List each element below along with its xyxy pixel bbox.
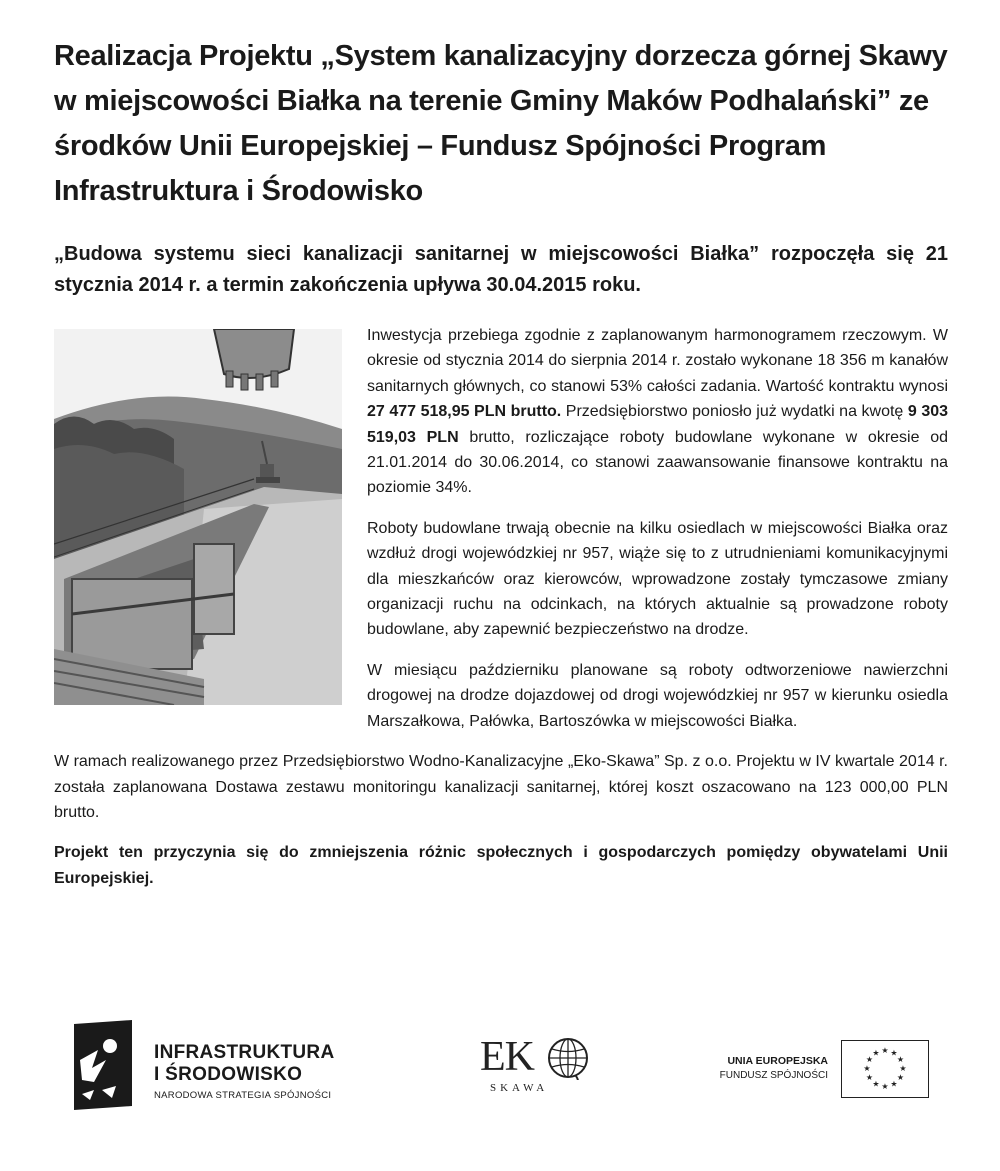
svg-text:★: ★ bbox=[865, 1073, 874, 1082]
infrastruktura-flag-icon bbox=[72, 1020, 134, 1110]
svg-text:★: ★ bbox=[896, 1055, 905, 1064]
expense-value: 9 303 519,03 PLN bbox=[367, 403, 948, 446]
svg-text:★: ★ bbox=[865, 1055, 874, 1064]
eko-sub: SKAWA bbox=[490, 1082, 549, 1094]
eko-skawa-logo bbox=[476, 1030, 601, 1105]
svg-text:★: ★ bbox=[863, 1064, 871, 1073]
svg-text:★: ★ bbox=[890, 1079, 898, 1089]
svg-text:★: ★ bbox=[872, 1048, 880, 1058]
eko-word: EK bbox=[480, 1034, 534, 1080]
svg-text:★: ★ bbox=[896, 1073, 905, 1082]
paragraph-monitoring: W ramach realizowanego przez Przedsiębiorstwo Wodno-Kanalizacyjne „Eko-Skawa” Sp. z o.o. Projektu w IV kwartale 2014 r. została zaplanowana Dostawa zestawu monitoringu kanalizacji sanitarnej, której koszt oszacowano na 123 000,00 PLN brutto. bbox=[54, 753, 948, 821]
eu-line2: FUNDUSZ SPÓJNOŚCI bbox=[719, 1070, 828, 1081]
paragraph-progress-text-1: Inwestycja przebiega zgodnie z zaplanowanym harmonogramem rzeczowym. W okresie od stycznia 2014 do sierpnia 2014 r. zostało wykonane 18 356 m kanałów sanitarnych głównych, co stanowi 53% całości zadania. Wartość kontraktu wynosi bbox=[367, 327, 948, 395]
svg-text:★: ★ bbox=[881, 1046, 889, 1055]
document-page bbox=[54, 34, 948, 906]
footer-logos bbox=[0, 1020, 1000, 1110]
infrastruktura-logo bbox=[72, 1020, 372, 1110]
eu-line1: UNIA EUROPEJSKA bbox=[727, 1055, 828, 1067]
contract-value: 27 477 518,95 PLN brutto. bbox=[367, 403, 562, 421]
infrastruktura-line2: I ŚRODOWISKO bbox=[154, 1064, 303, 1085]
paragraph-progress-text-2: Przedsiębiorstwo poniosło już wydatki na kwotę bbox=[561, 403, 908, 421]
paragraph-road-restoration: W miesiącu październiku planowane są roboty odtworzeniowe nawierzchni drogowej na drodze dojazdowej od drogi wojewódzkiej nr 957 w kierunku osiedla Marszałkowa, Pałówka, Bartoszówka w miejscowości Białka. bbox=[367, 661, 948, 730]
globe-icon bbox=[546, 1036, 590, 1080]
svg-text:★: ★ bbox=[881, 1082, 889, 1091]
paragraph-progress-text-3: brutto, rozliczające roboty budowlane wykonane w okresie od 21.01.2014 do 30.06.2014, co stanowi zaawansowanie finansowe kontraktu na poziomie 34%. bbox=[367, 428, 948, 497]
infrastruktura-line1: INFRASTRUKTURA bbox=[154, 1042, 335, 1063]
svg-text:★: ★ bbox=[899, 1064, 907, 1073]
svg-text:★: ★ bbox=[890, 1048, 898, 1058]
eu-flag-icon bbox=[841, 1040, 929, 1098]
content-section bbox=[54, 323, 948, 906]
closing-statement: Projekt ten przyczynia się do zmniejszenia różnic społecznych i gospodarczych pomiędzy obywatelami Unii Europejskiej. bbox=[54, 844, 948, 887]
page-title: Realizacja Projektu „System kanalizacyjny dorzecza górnej Skawy w miejscowości Białka na terenie Gminy Maków Podhalański” ze środków Unii Europejskiej – Fundusz Spójności Program Infrastruktura i Środowisko bbox=[54, 40, 948, 207]
svg-text:★: ★ bbox=[872, 1079, 880, 1089]
eu-logo bbox=[712, 1040, 932, 1100]
paragraph-works: Roboty budowlane trwają obecnie na kilku osiedlach w miejscowości Białka oraz wzdłuż drogi wojewódzkiej nr 957, wiąże się to z utrudnieniami komunikacyjnymi dla mieszkańców oraz kierowców, wprowadzone zostały tymczasowe zmiany organizacji ruchu na odcinkach, na których aktualnie są prowadzone roboty budowlane, aby zapewnić bezpieczeństwo na drodze. bbox=[367, 519, 948, 639]
infrastruktura-line3: NARODOWA STRATEGIA SPÓJNOŚCI bbox=[154, 1090, 332, 1101]
page-subtitle: „Budowa systemu sieci kanalizacji sanitarnej w miejscowości Białka” rozpoczęła się 21 stycznia 2014 r. a termin zakończenia upływa 30.04.2015 roku. bbox=[54, 243, 948, 296]
construction-photo bbox=[54, 329, 342, 705]
